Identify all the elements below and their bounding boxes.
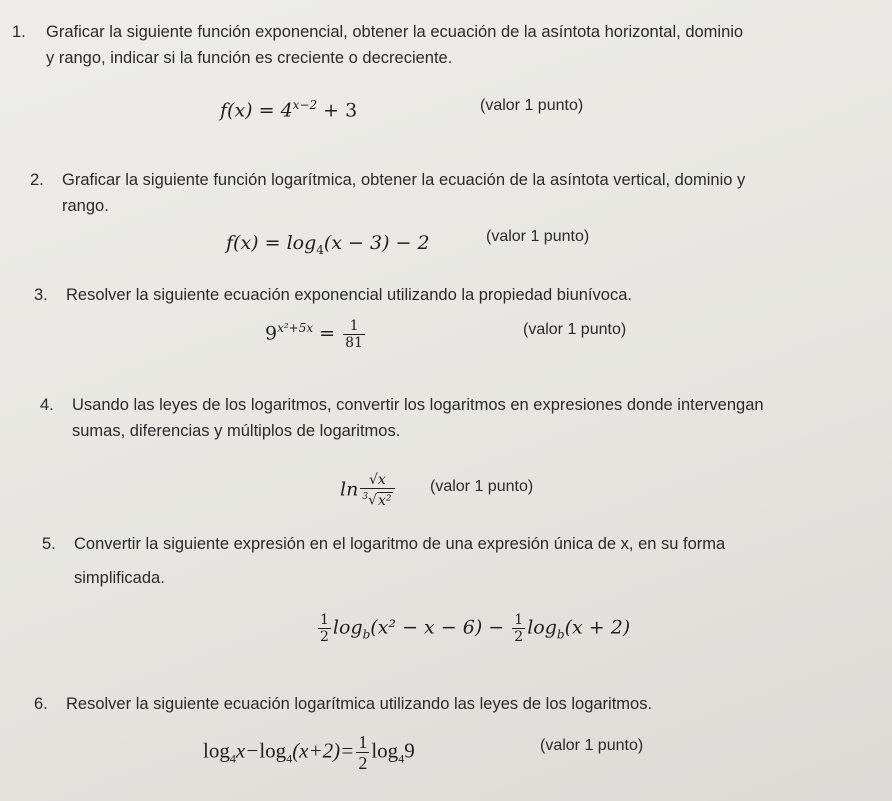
question-2-text-line1: Graficar la siguiente función logarítmica, obtener la ecuación de la asíntota vertical, dominio y bbox=[62, 171, 746, 189]
question-5-text-line2: simplificada. bbox=[74, 569, 165, 587]
eq4-radicand: x² bbox=[377, 492, 392, 509]
question-6-equation bbox=[203, 732, 415, 773]
question-2-number: 2. bbox=[30, 171, 44, 189]
eq2-lhs: f(x) = log bbox=[226, 232, 317, 254]
eq4-fn: ln bbox=[340, 478, 359, 501]
eq5-den1: 2 bbox=[320, 629, 329, 645]
question-3-number: 3. bbox=[34, 286, 48, 304]
eq6-arg3: 9 bbox=[404, 738, 415, 763]
eq2-rhs: (x − 3) − 2 bbox=[323, 232, 430, 254]
question-4-text-line2: sumas, diferencias y múltiplos de logaritmos. bbox=[72, 422, 401, 440]
question-1-text-line2: y rango, indicar si la función es creciente o decreciente. bbox=[46, 49, 453, 67]
eq6-base1: 4 bbox=[229, 751, 236, 766]
eq6-base2: 4 bbox=[286, 751, 293, 766]
eq3-exponent: x²+5x bbox=[277, 321, 314, 336]
question-6-text-line1: Resolver la siguiente ecuación logarítmica utilizando las leyes de los logaritmos. bbox=[66, 695, 653, 713]
question-5-number: 5. bbox=[42, 535, 56, 553]
question-3-equation bbox=[265, 318, 367, 351]
question-2-equation bbox=[226, 232, 430, 257]
eq6-log2: log bbox=[259, 738, 287, 763]
question-6-number: 6. bbox=[34, 695, 48, 713]
eq3-equals: = bbox=[313, 322, 342, 345]
eq5-num2: 1 bbox=[514, 612, 524, 628]
eq6-denominator: 2 bbox=[358, 753, 368, 773]
eq6-log1: log bbox=[203, 738, 230, 763]
question-4-number: 4. bbox=[40, 396, 54, 414]
question-3-value: (valor 1 punto) bbox=[523, 321, 627, 338]
question-6-value: (valor 1 punto) bbox=[540, 737, 644, 754]
eq5-num1: 1 bbox=[320, 612, 329, 628]
question-3-text-line1: Resolver la siguiente ecuación exponencial utilizando la propiedad biunívoca. bbox=[66, 286, 632, 304]
eq5-log1: log bbox=[332, 616, 363, 639]
eq5-base1: b bbox=[362, 627, 371, 642]
question-4-equation bbox=[340, 472, 397, 509]
eq2-base: 4 bbox=[316, 242, 324, 257]
question-4-text-line1: Usando las leyes de los logaritmos, convertir los logaritmos en expresiones donde intervengan bbox=[72, 396, 764, 414]
eq5-den2: 2 bbox=[514, 629, 524, 645]
eq3-numerator: 1 bbox=[349, 318, 359, 334]
question-1-equation bbox=[220, 98, 357, 121]
eq3-denominator: 81 bbox=[345, 335, 363, 351]
question-1-text-line1: Graficar la siguiente función exponencial, obtener la ecuación de la asíntota horizontal, dominio bbox=[46, 23, 744, 41]
eq4-denominator: $^3$√x² bbox=[360, 488, 394, 509]
eq5-arg1: (x² − x − 6) − bbox=[370, 616, 511, 639]
eq6-base3: 4 bbox=[398, 751, 405, 766]
eq6-numerator: 1 bbox=[358, 732, 368, 752]
question-1-number: 1. bbox=[12, 23, 26, 41]
eq4-root-index: 3 bbox=[362, 492, 369, 502]
question-2-value: (valor 1 punto) bbox=[486, 228, 590, 245]
eq4-numerator: √x bbox=[369, 472, 386, 488]
question-5-equation bbox=[316, 612, 630, 645]
eq1-exponent: x−2 bbox=[292, 98, 318, 112]
eq5-base2: b bbox=[556, 627, 565, 642]
question-1-value: (valor 1 punto) bbox=[480, 97, 584, 114]
eq1-rhs: + 3 bbox=[317, 99, 358, 122]
eq5-arg2: (x + 2) bbox=[564, 616, 631, 639]
eq3-base: 9 bbox=[265, 322, 278, 345]
question-2-text-line2: rango. bbox=[62, 197, 109, 215]
question-5-text-line1: Convertir la siguiente expresión en el logaritmo de una expresión única de x, en su forma bbox=[74, 535, 726, 553]
eq6-arg2: (x+2)= bbox=[292, 738, 355, 763]
eq6-arg1: x− bbox=[235, 738, 260, 763]
eq1-lhs: f(x) = 4 bbox=[220, 99, 293, 122]
question-4-value: (valor 1 punto) bbox=[430, 478, 534, 495]
eq6-log3: log bbox=[371, 738, 399, 763]
eq5-log2: log bbox=[527, 616, 557, 639]
